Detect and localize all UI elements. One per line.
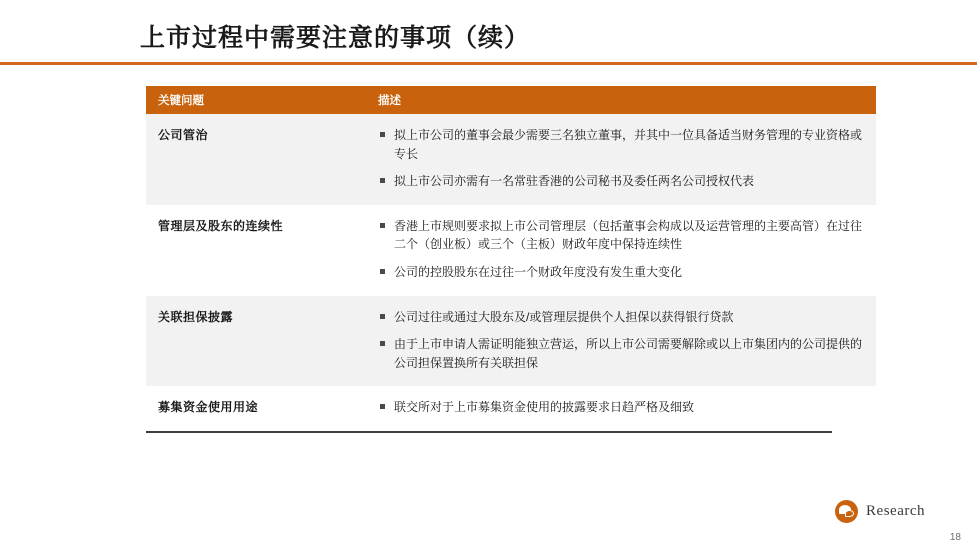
table-row: [146, 205, 876, 296]
table-row: [146, 114, 876, 205]
square-bullet-icon: [380, 132, 385, 137]
list-item: [378, 263, 868, 282]
list-item-text: 香港上市规则要求拟上市公司管理层（包括董事会构成以及运营管理的主要高管）在过往二个（创业板）或三个（主板）财政年度中保持连续性: [394, 218, 863, 252]
list-item: [378, 308, 868, 327]
page-number: 18: [949, 532, 961, 543]
list-item-text: 公司的控股股东在过往一个财政年度没有发生重大变化: [394, 264, 683, 279]
bullet-list: [378, 398, 868, 417]
list-item-text: 公司过往或通过大股东及/或管理层提供个人担保以获得银行贷款: [394, 309, 734, 324]
table-header: [146, 86, 876, 114]
square-bullet-icon: [380, 404, 385, 409]
list-item: [378, 172, 868, 191]
content-table: [146, 86, 876, 431]
bullet-list: [378, 217, 868, 282]
brand-label: Research: [866, 503, 925, 519]
page-title: 上市过程中需要注意的事项（续）: [140, 25, 531, 52]
row-key: 公司管治: [146, 114, 366, 205]
table-header-row: [146, 86, 876, 114]
row-key: 募集资金使用用途: [146, 386, 366, 431]
row-description: [366, 296, 876, 387]
footer-brand: [835, 500, 925, 523]
list-item: [378, 217, 868, 254]
list-item: [378, 126, 868, 163]
title-divider: [0, 62, 977, 65]
bullet-list: [378, 126, 868, 191]
square-bullet-icon: [380, 314, 385, 319]
row-description: [366, 386, 876, 431]
row-key: 管理层及股东的连续性: [146, 205, 366, 296]
table-row: [146, 386, 876, 431]
list-item-text: 拟上市公司的董事会最少需要三名独立董事，并其中一位具备适当财务管理的专业资格或专长: [394, 128, 863, 161]
row-key: 关联担保披露: [146, 296, 366, 387]
wechat-icon: [835, 500, 858, 523]
bullet-list: [378, 308, 868, 373]
list-item-text: 由于上市申请人需证明能独立营运，所以上市公司需要解除或以上市集团内的公司提供的公司担保置换所有关联担保: [394, 337, 863, 370]
square-bullet-icon: [380, 269, 385, 274]
square-bullet-icon: [380, 223, 385, 228]
square-bullet-icon: [380, 178, 385, 183]
column-header-description: 描述: [366, 86, 876, 114]
square-bullet-icon: [380, 341, 385, 346]
list-item-text: 联交所对于上市募集资金使用的披露要求日趋严格及细致: [394, 400, 695, 415]
row-description: [366, 114, 876, 205]
list-item-text: 拟上市公司亦需有一名常驻香港的公司秘书及委任两名公司授权代表: [394, 174, 755, 189]
wechat-bubble-small: [845, 510, 854, 517]
table-bottom-divider: [146, 431, 832, 433]
row-description: [366, 205, 876, 296]
content-table-wrapper: [146, 86, 863, 433]
table-body: [146, 114, 876, 431]
list-item: [378, 398, 868, 417]
column-header-key: 关键问题: [146, 86, 366, 114]
list-item: [378, 335, 868, 372]
table-row: [146, 296, 876, 387]
